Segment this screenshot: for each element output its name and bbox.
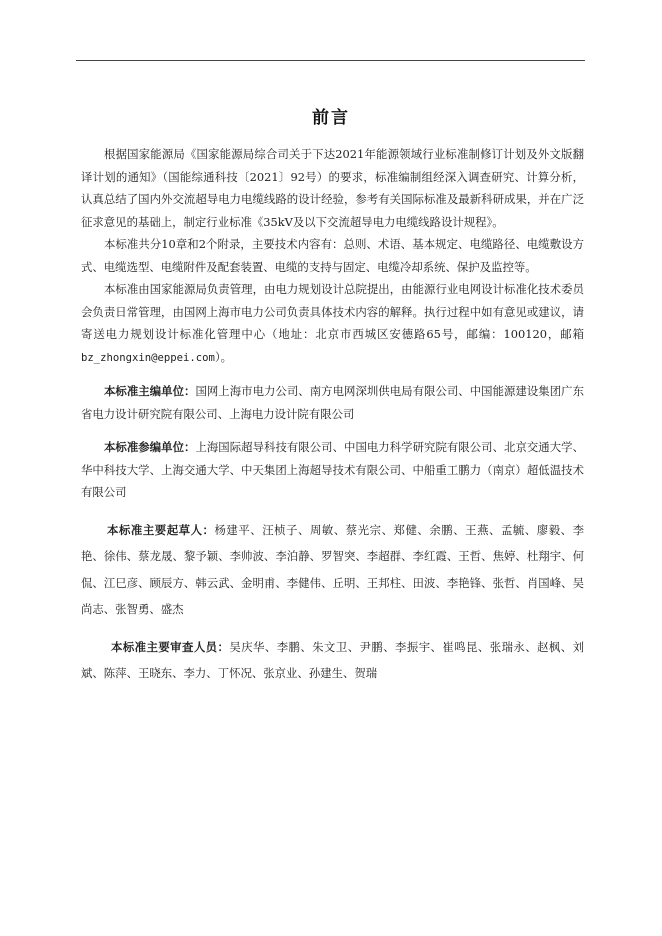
participants-value: 上海国际超导科技有限公司、中国电力科学研究院有限公司、北京交通大学、华中科技大学、上海交通大学、中天集团上海超导技术有限公司、中船重工鹏力（南京）超低温技术有限公司 xyxy=(81,440,584,499)
participants-label: 本标准参编单位： xyxy=(104,440,196,454)
paragraph-contents: 本标准共分10章和2个附录，主要技术内容有：总则、术语、基本规定、电缆路径、电缆敷设方式、电缆选型、电缆附件及配套装置、电缆的支持与固定、电缆冷却系统、保护及监控等。 xyxy=(81,237,584,274)
chief-editor-value: 国网上海市电力公司、南方电网深圳供电局有限公司、中国能源建设集团广东省电力设计研究院有限公司、上海电力设计院有限公司 xyxy=(81,384,584,421)
chief-editor-label: 本标准主编单位： xyxy=(104,384,196,398)
paragraph-background: 根据国家能源局《国家能源局综合司关于下达2021年能源领域行业标准制修订计划及外文版翻译计划的通知》（国能综通科技〔2021〕92号）的要求，标准编制组经深入调查研究、计算分析，认真总结了国内外交流超导电力电缆线路的设计经验，参考有关国际标准及最新科研成果，并在广泛征求意见的基础上，制定行业标准《35kV及以下交流超导电力电缆线路设计规程》。 xyxy=(81,147,584,229)
main-reviewers xyxy=(81,634,584,687)
drafters-label: 本标准主要起草人： xyxy=(107,522,215,537)
drafters-value: 杨建平、汪桢子、周敏、蔡光宗、郑健、余鹏、王燕、孟毓、廖毅、李艳、徐伟、蔡龙晟、黎予颖、李帅波、李泊静、罗智突、李超群、李红霞、王哲、焦婷、杜翔宇、何侃、江巳彦、顾辰方、韩云武、金明甫、李健伟、丘明、王邦柱、田波、李艳锋、张哲、肖国峰、吴尚志、张智勇、盛杰 xyxy=(81,522,584,616)
contact-email: bz_zhongxin@eppei.com xyxy=(81,351,215,364)
chief-editor-units xyxy=(81,380,584,425)
preface-body xyxy=(81,143,584,687)
main-drafters xyxy=(81,517,584,623)
page-title: 前言 xyxy=(312,108,350,128)
participating-units xyxy=(81,436,584,504)
reviewers-label: 本标准主要审查人员： xyxy=(111,639,230,654)
reviewers-value: 吴庆华、李鹏、朱文卫、尹鹏、李振宇、崔鸣昆、张瑞永、赵枫、刘斌、陈萍、王晓东、李力、丁怀况、张京业、孙建生、贺瑞 xyxy=(81,639,584,680)
header-rule xyxy=(76,60,585,61)
paragraph-management: 本标准由国家能源局负责管理，由电力规划设计总院提出，由能源行业电网设计标准化技术委员会负责日常管理，由国网上海市电力公司负责具体技术内容的解释。执行过程中如有意见或建议，请寄送电力规划设计标准化管理中心（地址：北京市西城区安德路65号，邮编：100120，邮箱bz_zhongxin@eppei.com）。 xyxy=(81,282,584,364)
